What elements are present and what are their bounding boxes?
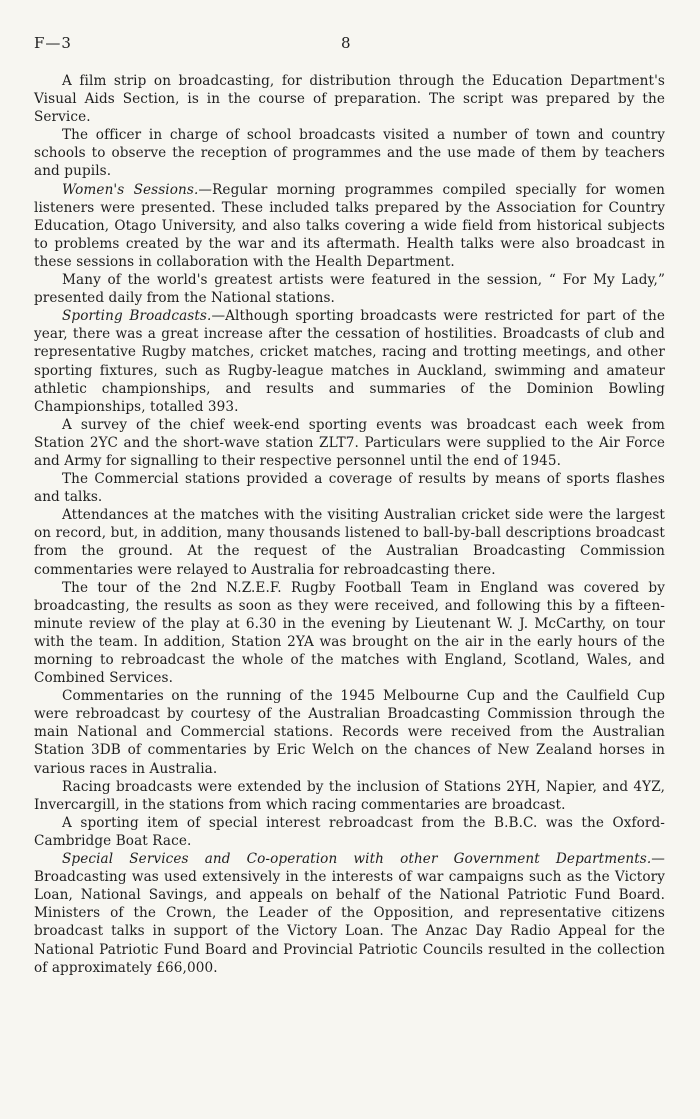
paragraph-for-my-lady (34, 271, 665, 307)
paragraph-racing-broadcasts (34, 778, 665, 814)
paragraph-film-strip (34, 72, 665, 126)
paragraph-text: Racing broadcasts were extended by the inclusion of Stations 2YH, Napier, and 4YZ, Invercargill, in the stations from which racing commentaries are broadcast. (34, 778, 665, 813)
paragraph-text: The officer in charge of school broadcasts visited a number of town and country schools to observe the reception of programmes and the use made of them by teachers and pupils. (34, 127, 665, 180)
paragraph-special-services (34, 850, 665, 977)
paragraph-text: The tour of the 2nd N.Z.E.F. Rugby Football Team in England was covered by broadcasting, the results as soon as they were received, and following this by a fifteen-minute review of the play at 6.30 in the evening by Lieutenant W. J. McCarthy, on tour with the team. In addition, Station 2YA was brought on the air in the early hours of the morning to rebroadcast the whole of the matches with England, Scotland, Wales, and Combined Services. (34, 579, 665, 687)
paragraph-text: —Although sporting broadcasts were restricted for part of the year, there was a great increase after the cessation of hostilities. Broadcasts of club and representative Rugby matches, cricket matches, racing and trotting meetings, and other sporting fixtures, such as Rugby-league matches in Auckland, swimming and amateur athletic championships, and results and summaries of the Dominion Bowling Championships, totalled 393. (34, 308, 665, 415)
paragraph-womens-sessions (34, 181, 665, 271)
paragraph-weekend-survey (34, 416, 665, 470)
page-header (34, 34, 665, 60)
section-heading: Women's Sessions. (62, 181, 199, 198)
paragraph-text: A survey of the chief week-end sporting events was broadcast each week from Station 2YC and the short-wave station ZLT7. Particulars were supplied to the Air Force and Army for signalling to their respective personnel until the end of 1945. (34, 416, 665, 469)
paragraph-melbourne-cup (34, 687, 665, 777)
paragraph-school-broadcasts (34, 126, 665, 180)
document-body (34, 72, 665, 977)
paragraph-text: A film strip on broadcasting, for distribution through the Education Department's Visual Aids Section, is in the course of preparation. The script was prepared by the Service. (34, 73, 665, 126)
paragraph-text: Commentaries on the running of the 1945 Melbourne Cup and the Caulfield Cup were rebroadcast by courtesy of the Australian Broadcasting Commission through the main National and Commercial stations. Records were received from the Australian Station 3DB of commentaries by Eric Welch on the chances of New Zealand horses in various races in Australia. (34, 688, 665, 777)
paragraph-text: Many of the world's greatest artists were featured in the session, “ For My Lady,” presented daily from the National stations. (34, 272, 665, 307)
section-heading: Special Services and Co-operation with other Government Departments. (62, 851, 652, 868)
paragraph-boat-race (34, 814, 665, 850)
section-heading: Sporting Broadcasts. (62, 308, 212, 325)
paragraph-text: —Regular morning programmes compiled specially for women listeners were presented. These included talks prepared by the Association for Country Education, Otago University, and also talks covering a wide field from historical subjects to problems created by the war and its aftermath. Health talks were also broadcast in these sessions in collaboration with the Health Department. (34, 181, 665, 270)
paragraph-sporting-broadcasts (34, 307, 665, 416)
paragraph-text: A sporting item of special interest rebroadcast from the B.B.C. was the Oxford-Cambridge Boat Race. (34, 814, 665, 849)
paragraph-rugby-tour (34, 579, 665, 688)
paragraph-text: Attendances at the matches with the visiting Australian cricket side were the largest on record, but, in addition, many thousands listened to ball-by-ball descriptions broadcast from the ground. At the request of the Australian Broadcasting Commission commentaries were relayed to Australia for rebroadcasting there. (34, 507, 665, 578)
paragraph-cricket-attendances (34, 506, 665, 578)
paragraph-text: The Commercial stations provided a coverage of results by means of sports flashes and talks. (34, 471, 665, 506)
paragraph-commercial-stations (34, 470, 665, 506)
page-number: 8 (341, 34, 351, 52)
paragraph-text: —Broadcasting was used extensively in the interests of war campaigns such as the Victory Loan, National Savings, and appeals on behalf of the National Patriotic Fund Board. Ministers of the Crown, the Leader of the Opposition, and representative citizens broadcast talks in support of the Victory Loan. The Anzac Day Radio Appeal for the National Patriotic Fund Board and Provincial Patriotic Councils resulted in the collection of approximately £66,000. (34, 851, 665, 976)
document-reference: F—3 (34, 34, 72, 52)
